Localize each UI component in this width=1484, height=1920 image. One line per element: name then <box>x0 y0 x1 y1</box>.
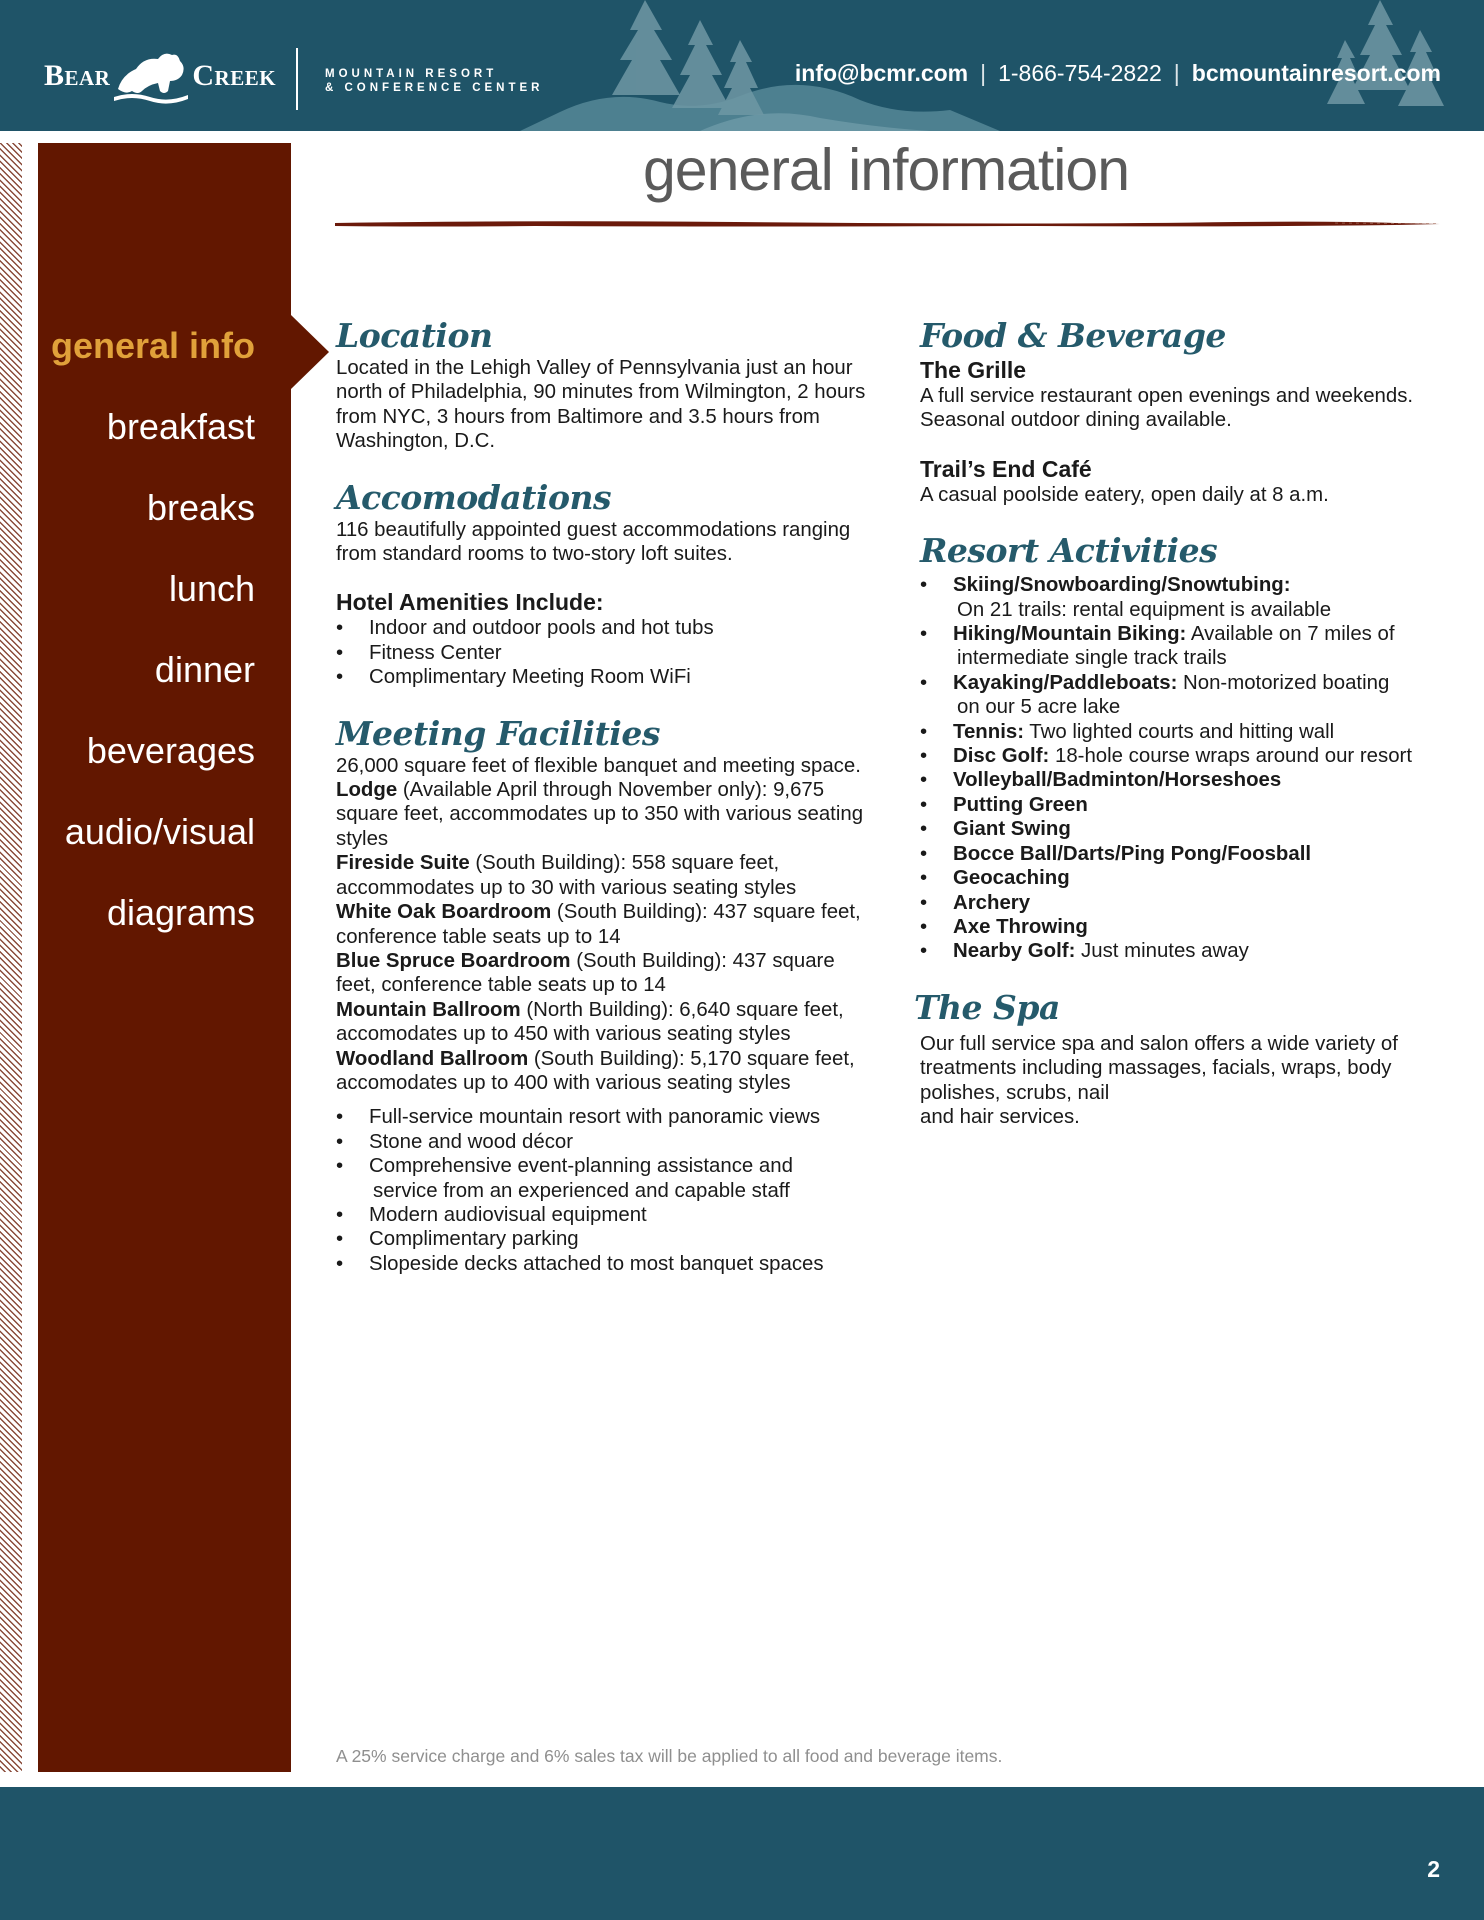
list-item <box>920 915 1440 939</box>
activity-name: Bocce Ball/Darts/Ping Pong/Foosball <box>953 842 1312 865</box>
left-column <box>336 316 866 1276</box>
list-item: • Full-service mountain resort with panoramic views <box>336 1105 866 1129</box>
phone-number[interactable]: 1-866-754-2822 <box>998 60 1162 86</box>
activity-name: Disc Golf: <box>953 745 1050 768</box>
contact-separator: | <box>1173 60 1180 86</box>
nav-item-general-info[interactable]: general info <box>50 325 255 366</box>
footer-band <box>0 1787 1484 1920</box>
nav-item-audio-visual[interactable]: audio/visual <box>64 811 255 852</box>
list-item <box>336 1154 866 1203</box>
nav-item-dinner[interactable]: dinner <box>154 649 255 690</box>
amenities-heading: Hotel Amenities Include: <box>336 589 604 616</box>
list-item: • Fitness Center <box>336 641 866 665</box>
tagline-line2: & CONFERENCE CENTER <box>325 82 544 94</box>
room-detail: (South Building): 437 square feet, conference table seats up to 14 <box>336 901 861 948</box>
list-item <box>920 939 1440 963</box>
location-text: Located in the Lehigh Valley of Pennsylvania just an hour north of Philadelphia, 90 minutes from Wilmington, 2 hours from NYC, 3 hours from Baltimore and 3.5 hours from Washington, D.C. <box>336 357 866 453</box>
accommodations-text: 116 beautifully appointed guest accommodations ranging from standard rooms to two-story loft suites. <box>336 518 851 566</box>
nav-item-breaks[interactable]: breaks <box>146 487 255 528</box>
nav-list <box>51 323 255 971</box>
list-item <box>920 866 1440 890</box>
activity-detail: Just minutes away <box>1075 940 1249 963</box>
room-detail: (Available April through November only): 9,675 square feet, accommodates up to 350 with various seating styles <box>336 779 864 850</box>
list-item <box>920 817 1440 841</box>
spa-heading: The Spa <box>914 987 1060 1027</box>
cafe-text: A casual poolside eatery, open daily at 8 a.m. <box>920 483 1329 506</box>
room-name: Woodland Ballroom <box>336 1047 529 1070</box>
contact-separator: | <box>980 60 987 86</box>
logo-word-bear: Bear <box>44 59 111 92</box>
activity-name: Giant Swing <box>953 818 1071 841</box>
meeting-heading: Meeting Facilities <box>336 713 660 753</box>
logo-word-creek: Creek <box>192 59 277 92</box>
room-detail: (South Building): 558 square feet, accommodates up to 30 with various seating styles <box>336 852 797 899</box>
meeting-features-list <box>336 1105 866 1276</box>
header-banner <box>0 0 1484 131</box>
activity-name: Tennis: <box>953 720 1024 743</box>
meeting-room <box>336 900 866 949</box>
bear-icon <box>112 45 190 107</box>
cafe-name: Trail’s End Café <box>920 455 1092 482</box>
activity-name: Geocaching <box>953 867 1070 890</box>
spa-line: and hair services. <box>920 1105 1080 1128</box>
tagline <box>325 67 543 95</box>
accommodations-heading: Accomodations <box>336 477 612 517</box>
list-item <box>920 768 1440 792</box>
meeting-room <box>336 778 866 851</box>
title-brush-rule <box>335 218 1440 230</box>
meeting-room <box>336 851 866 900</box>
logo-divider <box>296 48 298 110</box>
nav-item-beverages[interactable]: beverages <box>86 730 255 771</box>
list-item: • Complimentary parking <box>336 1227 866 1251</box>
activity-detail: Non-motorized boating <box>1177 671 1390 694</box>
right-column <box>914 316 1440 1129</box>
room-name: Mountain Ballroom <box>336 998 521 1021</box>
room-name: Blue Spruce Boardroom <box>336 949 571 972</box>
list-item: • Stone and wood décor <box>336 1130 866 1154</box>
activity-detail: 18-hole course wraps around our resort <box>1049 745 1413 768</box>
activity-detail: Two lighted courts and hitting wall <box>1024 720 1335 743</box>
activity-detail-continued: on our 5 acre lake <box>957 696 1121 719</box>
room-detail: (North Building): 6,640 square feet, accomodates up to 450 with various seating styles <box>336 998 844 1046</box>
list-item <box>920 744 1440 768</box>
spa-text <box>920 1032 1440 1130</box>
tagline-line1: MOUNTAIN RESORT <box>325 68 498 80</box>
list-item: • Modern audiovisual equipment <box>336 1203 866 1227</box>
activities-heading: Resort Activities <box>920 531 1218 571</box>
page-number: 2 <box>1427 1856 1440 1882</box>
list-item: • Indoor and outdoor pools and hot tubs <box>336 616 866 640</box>
activity-name: Putting Green <box>953 793 1088 816</box>
room-name: Lodge <box>336 779 398 802</box>
room-detail: (South Building): 437 square feet, conference table seats up to 14 <box>336 949 835 997</box>
amenities-list <box>336 616 866 689</box>
activity-name: Volleyball/Badminton/Horseshoes <box>953 769 1282 792</box>
meeting-room <box>336 1047 866 1096</box>
room-detail: (South Building): 5,170 square feet, accomodates up to 400 with various seating styles <box>336 1047 855 1094</box>
list-item <box>920 793 1440 817</box>
page-title: general information <box>642 137 1130 203</box>
activity-name: Axe Throwing <box>953 915 1088 938</box>
spa-line: polishes, scrubs, nail <box>920 1081 1110 1104</box>
nav-item-lunch[interactable]: lunch <box>168 568 255 609</box>
spa-line: Our full service spa and salon offers a wide variety of <box>920 1032 1398 1055</box>
grille-text: A full service restaurant open evenings and weekends. Seasonal outdoor dining available. <box>920 385 1414 432</box>
location-heading: Location <box>336 316 493 355</box>
list-item <box>920 622 1440 671</box>
room-name: Fireside Suite <box>336 852 470 875</box>
meeting-room <box>336 949 866 998</box>
sidebar-nav <box>38 143 291 1772</box>
list-item: • Slopeside decks attached to most banquet spaces <box>336 1252 866 1276</box>
activity-name: Nearby Golf: <box>953 940 1076 963</box>
feature-line: Comprehensive event-planning assistance and <box>369 1155 793 1178</box>
activity-name: Skiing/Snowboarding/Snowtubing: <box>953 574 1291 597</box>
activity-detail-continued: On 21 trails: rental equipment is available <box>957 598 1332 621</box>
contact-info <box>795 60 1441 87</box>
feature-line-continued: service from an experienced and capable staff <box>373 1179 790 1202</box>
list-item <box>920 891 1440 915</box>
bear-creek-logo <box>44 40 276 112</box>
list-item <box>920 671 1440 720</box>
food-heading: Food & Beverage <box>920 316 1226 355</box>
service-charge-note: A 25% service charge and 6% sales tax will be applied to all food and beverage items. <box>336 1746 1003 1766</box>
meeting-room <box>336 998 866 1047</box>
activity-name: Archery <box>953 891 1031 914</box>
active-nav-pointer <box>291 315 329 389</box>
grille-name: The Grille <box>920 357 1027 383</box>
list-item: • Complimentary Meeting Room WiFi <box>336 665 866 689</box>
room-name: White Oak Boardroom <box>336 901 552 924</box>
meeting-intro: 26,000 square feet of flexible banquet and meeting space. <box>336 754 861 777</box>
list-item <box>920 573 1440 622</box>
hatched-edge <box>0 143 22 1772</box>
nav-item-diagrams[interactable]: diagrams <box>106 892 255 933</box>
email-link[interactable]: info@bcmr.com <box>794 60 969 86</box>
website-link[interactable]: bcmountainresort.com <box>1191 60 1441 86</box>
activity-detail: Available on 7 miles of <box>1186 623 1395 646</box>
activity-name: Hiking/Mountain Biking: <box>953 623 1187 646</box>
activity-name: Kayaking/Paddleboats: <box>953 671 1178 694</box>
spa-line: treatments including massages, facials, wraps, body <box>920 1057 1392 1080</box>
list-item <box>920 720 1440 744</box>
activities-list <box>920 573 1440 964</box>
activity-detail-continued: intermediate single track trails <box>957 647 1227 670</box>
list-item <box>920 842 1440 866</box>
nav-item-breakfast[interactable]: breakfast <box>106 406 255 447</box>
